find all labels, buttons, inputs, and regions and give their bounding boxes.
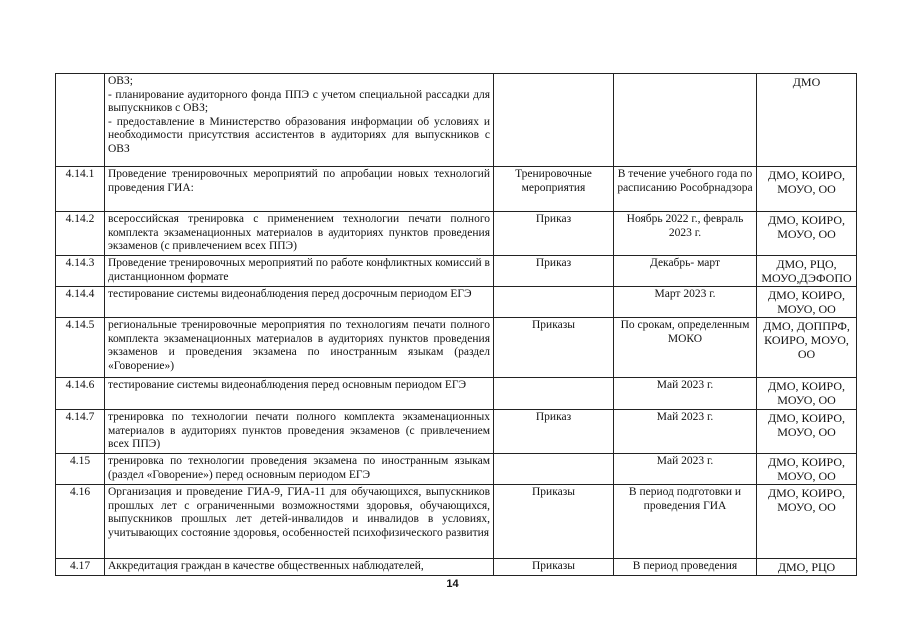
row-form: Тренировочные мероприятия <box>494 167 614 212</box>
row-description: Организация и проведение ГИА-9, ГИА-11 для обучающихся, выпускников прошлых лет с ограниченными возможностями здоровья, обучающихся, выпускников прошлых лет детей-инвалидов и инвалидов в условиях, учитывающих состояние здоровья, особенностей психофизического развития <box>105 485 494 559</box>
table-row <box>56 318 857 378</box>
row-number: 4.17 <box>56 559 105 576</box>
row-form: Приказы <box>494 318 614 378</box>
row-number: 4.14.3 <box>56 256 105 287</box>
table-row <box>56 287 857 318</box>
table-row <box>56 485 857 559</box>
row-form: Приказ <box>494 212 614 256</box>
row-term: Декабрь- март <box>614 256 757 287</box>
row-responsible: ДМО, РЦО <box>757 559 857 576</box>
plan-table <box>55 73 857 576</box>
row-responsible: ДМО, КОИРО, МОУО, ОО <box>757 167 857 212</box>
row-description: всероссийская тренировка с применением технологии печати полного комплекта экзаменационных материалов в аудиториях пунктов проведения экзаменов (с привлечением всех ППЭ) <box>105 212 494 256</box>
row-responsible: ДМО, КОИРО, МОУО, ОО <box>757 212 857 256</box>
row-form: Приказ <box>494 410 614 454</box>
row-number: 4.15 <box>56 454 105 485</box>
row-form <box>494 287 614 318</box>
row-description: Аккредитация граждан в качестве общественных наблюдателей, <box>105 559 494 576</box>
row-number: 4.14.1 <box>56 167 105 212</box>
row-description: Проведение тренировочных мероприятий по работе конфликтных комиссий в дистанционном формате <box>105 256 494 287</box>
table-row <box>56 410 857 454</box>
row-term <box>614 74 757 167</box>
row-number: 4.14.7 <box>56 410 105 454</box>
row-term: Ноябрь 2022 г., февраль 2023 г. <box>614 212 757 256</box>
row-description: тестирование системы видеонаблюдения перед основным периодом ЕГЭ <box>105 378 494 410</box>
row-number: 4.16 <box>56 485 105 559</box>
row-description: ОВЗ; - планирование аудиторного фонда ППЭ с учетом специальной рассадки для выпускников с ОВЗ; - предоставление в Министерство образования информации об условиях и необходимости присутствия ассистентов в аудиториях для выпускников с ОВЗ <box>105 74 494 167</box>
row-form: Приказы <box>494 559 614 576</box>
row-description: тренировка по технологии печати полного комплекта экзаменационных материалов в аудиториях пунктов проведения экзаменов (с привлечением всех ППЭ) <box>105 410 494 454</box>
row-form: Приказы <box>494 485 614 559</box>
table-row <box>56 256 857 287</box>
row-responsible: ДМО, КОИРО, МОУО, ОО <box>757 410 857 454</box>
row-responsible: ДМО, РЦО, МОУО,ДЭФОПО <box>757 256 857 287</box>
row-responsible: ДМО <box>757 74 857 167</box>
row-description: тренировка по технологии проведения экзамена по иностранным языкам (раздел «Говорение») перед основным периодом ЕГЭ <box>105 454 494 485</box>
row-form: Приказ <box>494 256 614 287</box>
row-description: региональные тренировочные мероприятия по технологиям печати полного комплекта экзаменационных материалов в аудиториях пунктов проведения экзаменов и проведения экзамена по иностранным языкам (раздел «Говорение») <box>105 318 494 378</box>
row-number: 4.14.4 <box>56 287 105 318</box>
row-number: 4.14.6 <box>56 378 105 410</box>
row-number <box>56 74 105 167</box>
row-description: Проведение тренировочных мероприятий по апробации новых технологий проведения ГИА: <box>105 167 494 212</box>
row-form <box>494 454 614 485</box>
page-number: 14 <box>446 578 459 590</box>
row-form <box>494 74 614 167</box>
row-responsible: ДМО, КОИРО, МОУО, ОО <box>757 485 857 559</box>
table-row <box>56 454 857 485</box>
row-responsible: ДМО, КОИРО, МОУО, ОО <box>757 454 857 485</box>
row-responsible: ДМО, ДОППРФ, КОИРО, МОУО, ОО <box>757 318 857 378</box>
table-row <box>56 167 857 212</box>
row-term: Май 2023 г. <box>614 410 757 454</box>
row-term: Март 2023 г. <box>614 287 757 318</box>
row-term: В период проведения <box>614 559 757 576</box>
row-description: тестирование системы видеонаблюдения перед досрочным периодом ЕГЭ <box>105 287 494 318</box>
row-number: 4.14.5 <box>56 318 105 378</box>
row-responsible: ДМО, КОИРО, МОУО, ОО <box>757 378 857 410</box>
row-term: Май 2023 г. <box>614 378 757 410</box>
row-number: 4.14.2 <box>56 212 105 256</box>
row-term: Май 2023 г. <box>614 454 757 485</box>
table-row <box>56 74 857 167</box>
row-term: По срокам, определенным МОКО <box>614 318 757 378</box>
row-term: В течение учебного года по расписанию Рособрнадзора <box>614 167 757 212</box>
table-row <box>56 559 857 576</box>
row-form <box>494 378 614 410</box>
row-responsible: ДМО, КОИРО, МОУО, ОО <box>757 287 857 318</box>
row-term: В период подготовки и проведения ГИА <box>614 485 757 559</box>
table-row <box>56 212 857 256</box>
plan-table-body <box>56 74 857 576</box>
table-row <box>56 378 857 410</box>
